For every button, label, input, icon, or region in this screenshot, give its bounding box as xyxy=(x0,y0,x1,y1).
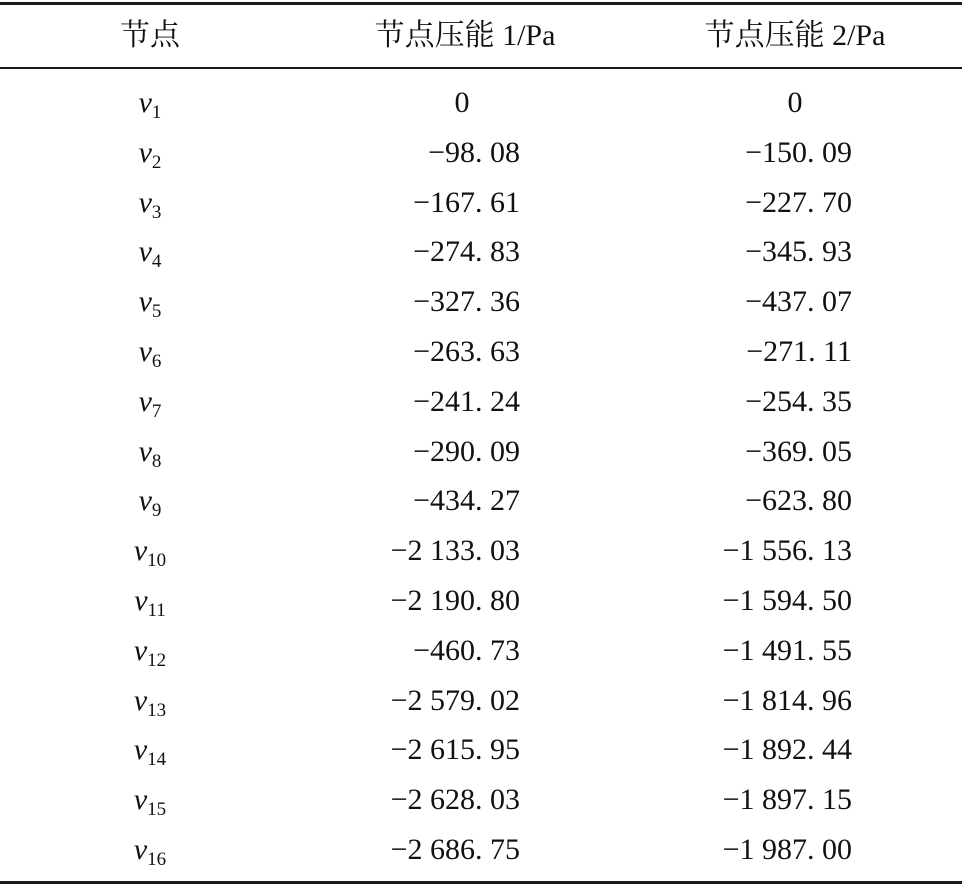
table-row xyxy=(0,227,962,277)
node-subscript: 4 xyxy=(151,251,162,273)
node-variable: v xyxy=(138,185,152,219)
pressure-2-cell: −437. 07 xyxy=(745,285,852,319)
pressure-1-cell: −167. 61 xyxy=(413,185,520,219)
node-variable: v xyxy=(138,384,152,418)
node-variable: v xyxy=(133,534,148,568)
node-subscript: 1 xyxy=(151,102,162,123)
node-subscript: 9 xyxy=(151,500,162,522)
table-row xyxy=(0,775,962,825)
node-variable: v xyxy=(138,235,152,269)
node-cell xyxy=(90,227,210,277)
header-pressure-1: 节点压能 1/Pa xyxy=(374,19,556,52)
pressure-2-cell: −254. 35 xyxy=(745,384,852,418)
node-variable: v xyxy=(138,484,152,518)
pressure-2-cell: −345. 93 xyxy=(745,235,852,269)
pressure-1-cell: −98. 08 xyxy=(428,135,520,169)
node-variable: v xyxy=(138,86,152,119)
pressure-2-cell: 0 xyxy=(787,86,803,119)
node-variable: v xyxy=(138,334,152,368)
header-pressure-2: 节点压能 2/Pa xyxy=(704,19,886,52)
table-row xyxy=(0,576,962,626)
node-subscript: 15 xyxy=(147,799,167,821)
pressure-2-cell: −1 987. 00 xyxy=(722,832,852,866)
table-row xyxy=(0,626,962,676)
pressure-2-cell: −1 491. 55 xyxy=(722,633,852,667)
pressure-2-cell: −1 594. 50 xyxy=(722,583,852,617)
table-row xyxy=(0,725,962,775)
pressure-1-cell: −290. 09 xyxy=(413,434,520,468)
node-cell xyxy=(90,427,210,477)
pressure-1-cell: −241. 24 xyxy=(413,384,520,418)
pressure-1-cell: −2 686. 75 xyxy=(390,832,520,866)
pressure-1-cell: −274. 83 xyxy=(413,235,520,269)
table-row xyxy=(0,128,962,178)
node-variable: v xyxy=(133,733,148,767)
node-subscript: 13 xyxy=(147,699,167,721)
node-subscript: 11 xyxy=(147,599,166,621)
node-cell xyxy=(90,576,210,626)
node-cell xyxy=(90,476,210,526)
header-node: 节点 xyxy=(120,19,180,52)
table-row xyxy=(0,676,962,726)
node-subscript: 12 xyxy=(147,649,167,671)
pressure-2-cell: −1 556. 13 xyxy=(722,534,852,568)
node-cell xyxy=(90,626,210,676)
pressure-1-cell: −263. 63 xyxy=(413,334,520,368)
pressure-2-cell: −623. 80 xyxy=(745,484,852,518)
table-row xyxy=(0,825,962,875)
node-subscript: 8 xyxy=(151,450,162,472)
table-header-row xyxy=(0,5,962,67)
node-cell xyxy=(90,825,210,875)
node-variable: v xyxy=(133,633,148,667)
table-row xyxy=(0,78,962,128)
node-cell xyxy=(90,676,210,726)
pressure-1-cell: −434. 27 xyxy=(413,484,520,518)
node-cell xyxy=(90,78,210,128)
table-body xyxy=(0,78,962,875)
node-variable: v xyxy=(138,285,152,319)
node-variable: v xyxy=(133,832,148,866)
node-cell xyxy=(90,775,210,825)
node-cell xyxy=(90,526,210,576)
pressure-1-cell: −2 579. 02 xyxy=(390,683,520,717)
pressure-1-cell: −2 628. 03 xyxy=(390,783,520,817)
node-subscript: 14 xyxy=(147,749,167,771)
node-variable: v xyxy=(138,135,152,169)
pressure-1-cell: 0 xyxy=(454,86,470,119)
pressure-2-cell: −369. 05 xyxy=(745,434,852,468)
table-bottom-rule xyxy=(0,881,962,884)
node-cell xyxy=(90,377,210,427)
pressure-2-cell: −1 814. 96 xyxy=(722,683,852,717)
pressure-2-cell: −1 892. 44 xyxy=(722,733,852,767)
table-header-rule xyxy=(0,67,962,69)
node-cell xyxy=(90,277,210,327)
table-row xyxy=(0,427,962,477)
pressure-1-cell: −460. 73 xyxy=(413,633,520,667)
node-variable: v xyxy=(133,783,148,817)
table-row xyxy=(0,327,962,377)
node-variable: v xyxy=(134,583,148,617)
pressure-1-cell: −2 190. 80 xyxy=(390,583,520,617)
node-variable: v xyxy=(133,683,148,717)
table-row xyxy=(0,178,962,228)
node-subscript: 6 xyxy=(151,350,162,372)
table-row xyxy=(0,277,962,327)
node-subscript: 10 xyxy=(147,550,167,572)
node-subscript: 16 xyxy=(147,848,167,870)
pressure-2-cell: −1 897. 15 xyxy=(722,783,852,817)
pressure-1-cell: −327. 36 xyxy=(413,285,520,319)
table-row xyxy=(0,526,962,576)
pressure-2-cell: −150. 09 xyxy=(745,135,852,169)
pressure-1-cell: −2 615. 95 xyxy=(390,733,520,767)
node-cell xyxy=(90,327,210,377)
table-row xyxy=(0,377,962,427)
node-subscript: 3 xyxy=(151,201,162,223)
node-cell xyxy=(90,128,210,178)
pressure-1-cell: −2 133. 03 xyxy=(390,534,520,568)
pressure-2-cell: −271. 11 xyxy=(746,334,852,368)
node-subscript: 7 xyxy=(151,400,162,422)
node-cell xyxy=(90,178,210,228)
pressure-2-cell: −227. 70 xyxy=(745,185,852,219)
node-subscript: 5 xyxy=(151,301,162,323)
table-row xyxy=(0,476,962,526)
node-subscript: 2 xyxy=(151,151,162,173)
node-variable: v xyxy=(138,434,152,468)
node-cell xyxy=(90,725,210,775)
